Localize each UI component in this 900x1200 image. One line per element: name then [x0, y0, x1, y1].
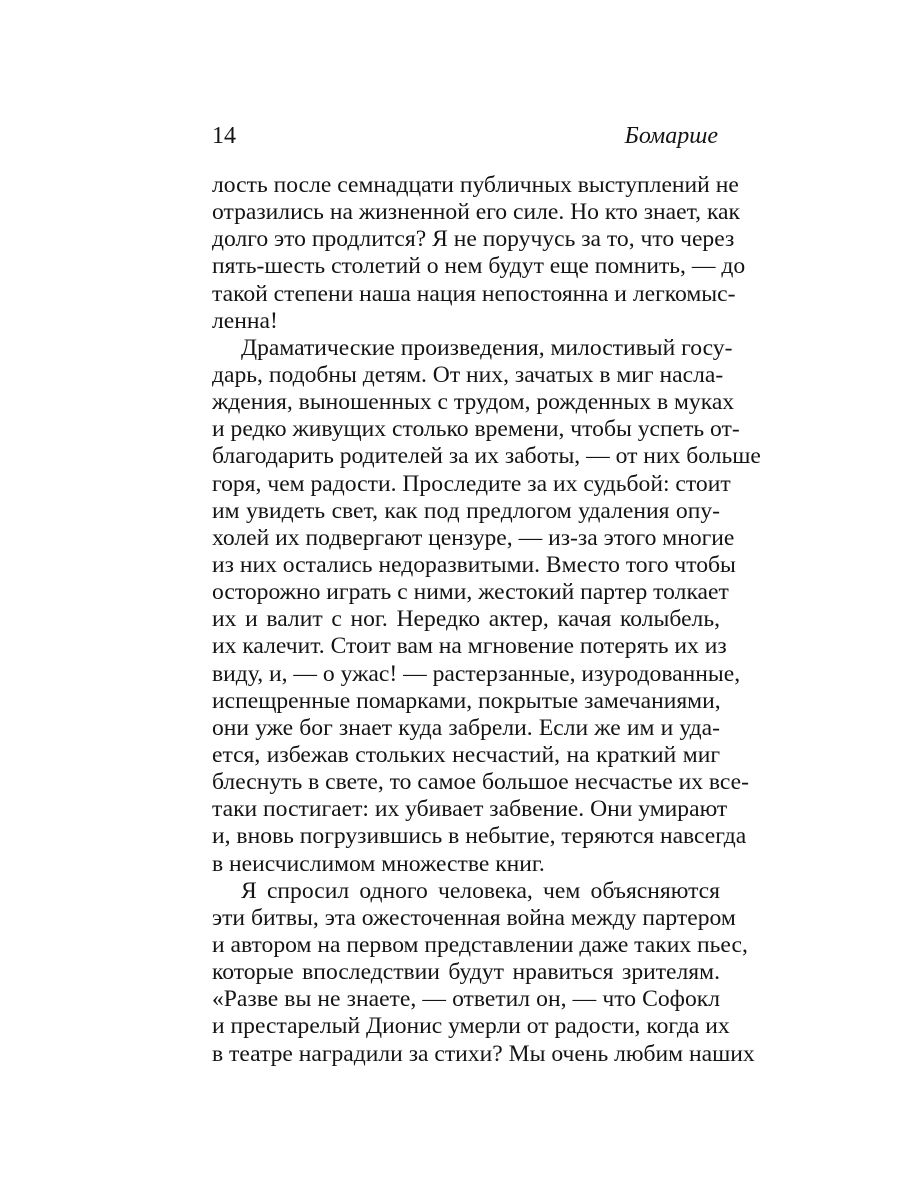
text-line: их и валит с ног. Нередко актер, качая колыбель,: [212, 606, 720, 633]
text-line: виду, и, — о ужас! — растерзанные, изуродованные,: [212, 660, 741, 687]
text-line: осторожно играть с ними, жестокий партер толкает: [212, 579, 729, 606]
text-line: Драматические произведения, милостивый госу-: [241, 334, 733, 361]
text-line: пять-шесть столетий о нем будут еще помнить, — до: [212, 253, 746, 280]
text-line: ждения, выношенных с трудом, рожденных в муках: [212, 389, 735, 416]
text-line: таки постигает: их убивает забвение. Они умирают: [212, 796, 728, 823]
text-line: Я спросил одного человека, чем объясняются: [241, 877, 720, 904]
text-line: из них остались недоразвитыми. Вместо того чтобы: [212, 551, 736, 578]
text-line: в неисчислимом множестве книг.: [212, 850, 545, 877]
text-line: «Разве вы не знаете, — ответил он, — что Софокл: [212, 986, 720, 1013]
text-line: в театре наградили за стихи? Мы очень любим наших: [212, 1040, 755, 1067]
body-text: [212, 172, 761, 1068]
page-number: 14: [212, 123, 236, 149]
text-line: и автором на первом представлении даже таких пьес,: [212, 931, 748, 958]
text-line: эти битвы, эта ожесточенная война между партером: [212, 904, 736, 931]
text-line: благодарить родителей за их заботы, — от них больше: [212, 443, 761, 470]
text-line: блеснуть в свете, то самое большое несчастье их все-: [212, 769, 749, 796]
text-line: и престарелый Дионис умерли от радости, когда их: [212, 1013, 730, 1040]
text-line: такой степени наша нация непостоянна и легкомыс-: [212, 280, 736, 307]
text-line: долго это продлится? Я не поручусь за то, что через: [212, 226, 735, 253]
running-head: Бомарше: [624, 123, 718, 149]
text-line: горя, чем радости. Проследите за их судьбой: стоит: [212, 470, 731, 497]
text-line: лость после семнадцати публичных выступлений не: [212, 172, 739, 198]
text-line: они уже бог знает куда забрели. Если же им и уда-: [212, 714, 720, 741]
text-line: которые впоследствии будут нравиться зрителям.: [212, 959, 720, 986]
text-line: и редко живущих столько времени, чтобы успеть от-: [212, 416, 740, 443]
text-line: им увидеть свет, как под предлогом удаления опу-: [212, 497, 720, 524]
text-line: ленна!: [212, 307, 278, 334]
text-line: ется, избежав стольких несчастий, на краткий миг: [212, 741, 720, 768]
text-line: и, вновь погрузившись в небытие, теряются навсегда: [212, 823, 747, 850]
text-line: отразились на жизненной его силе. Но кто знает, как: [212, 199, 740, 226]
text-line: холей их подвергают цензуре, — из-за этого многие: [212, 524, 735, 551]
text-line: испещренные помарками, покрытые замечаниями,: [212, 687, 721, 714]
text-line: дарь, подобны детям. От них, зачатых в миг насла-: [212, 361, 724, 388]
text-line: их калечит. Стоит вам на мгновение потерять их из: [212, 633, 727, 660]
